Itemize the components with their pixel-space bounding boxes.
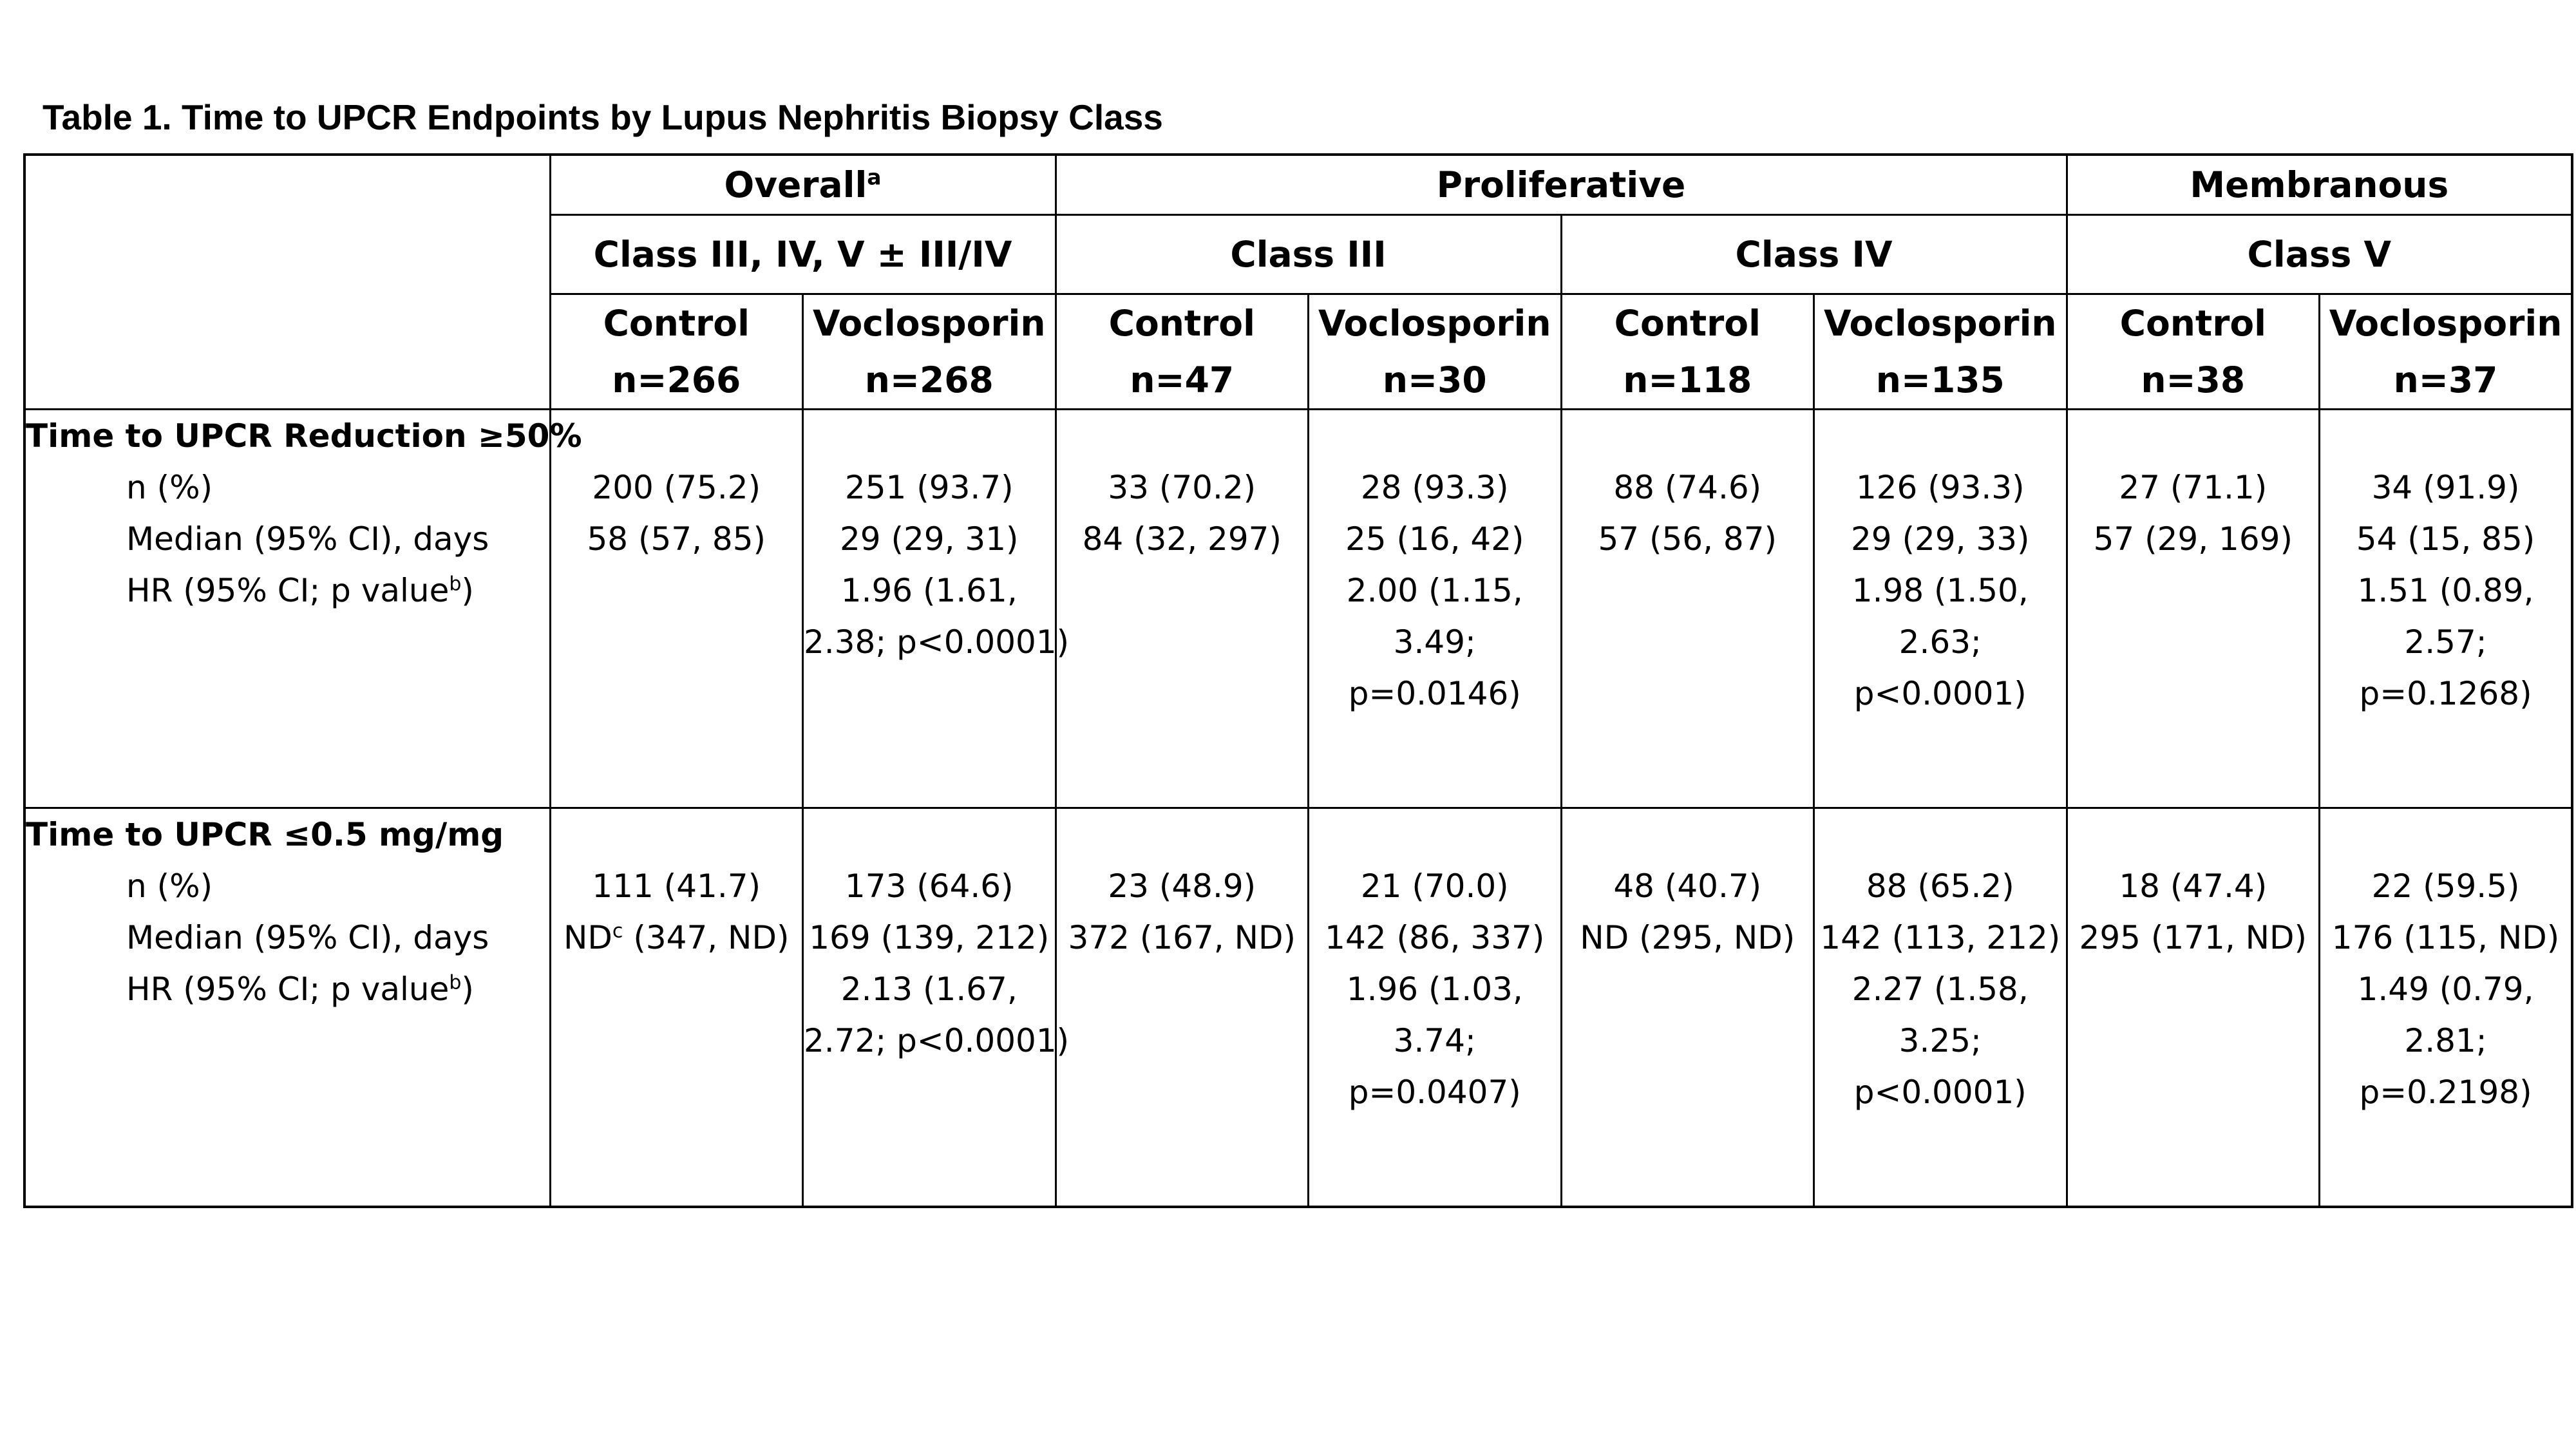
cell-hr-line: 2.13 (1.67,	[840, 971, 1018, 1008]
data-cell	[2067, 808, 2320, 1208]
cell-median	[1309, 912, 1560, 963]
cell-median-value: 57 (56, 87)	[1598, 520, 1777, 558]
arm-name: Voclosporin	[2329, 303, 2562, 344]
cell-median-value: 29 (29, 33)	[1850, 520, 2030, 558]
arm-count: n=38	[2141, 359, 2246, 401]
cell-median	[2068, 912, 2319, 963]
arm-header-cell	[1056, 294, 1309, 410]
cell-n-pct: 22 (59.5)	[2371, 867, 2520, 905]
data-cell	[803, 808, 1070, 1208]
cell-median	[1309, 513, 1560, 565]
cell-hr-line: 3.25;	[1899, 1022, 1982, 1059]
cell-hr-line: 2.72; p<0.0001)	[804, 1022, 1070, 1059]
table-body	[24, 410, 2572, 1208]
arm-count: n=268	[864, 359, 994, 401]
cell-n-pct: 18 (47.4)	[2119, 867, 2268, 905]
cell-n-pct: 200 (75.2)	[592, 469, 761, 506]
cell-n-pct: 88 (65.2)	[1866, 867, 2014, 905]
cell-median	[1815, 912, 2066, 963]
cell-median-value: 84 (32, 297)	[1082, 520, 1282, 558]
cell-hr-line: p<0.0001)	[1853, 675, 2027, 712]
cell-hr-line: 1.98 (1.50,	[1852, 572, 2029, 609]
cell-median-value: 25 (16, 42)	[1345, 520, 1524, 558]
cell-median	[2068, 513, 2319, 565]
cell-median	[551, 912, 802, 963]
cell-median-value: ND (295, ND)	[1580, 919, 1795, 956]
cell-n-pct: 21 (70.0)	[1360, 867, 1509, 905]
arm-header-cell	[550, 294, 803, 410]
cell-hr-line: p=0.0407)	[1348, 1074, 1521, 1111]
cell-median-value: 372 (167, ND)	[1068, 919, 1296, 956]
header-proliferative: Proliferative	[1056, 155, 2067, 215]
arm-count: n=47	[1130, 359, 1235, 401]
cell-median	[1057, 513, 1308, 565]
data-cell	[1309, 808, 1562, 1208]
cell-median-value: 142 (86, 337)	[1325, 919, 1545, 956]
cell-hr-line: 1.51 (0.89,	[2357, 572, 2534, 609]
row-label-hr-text: HR (95% CI; p value	[126, 572, 450, 609]
cell-median	[1562, 513, 1814, 565]
cell-median-value: 295 (171, ND)	[2079, 919, 2307, 956]
data-cell	[1309, 410, 1562, 808]
arm-name: Voclosporin	[1318, 303, 1551, 344]
cell-median-value: 54 (15, 85)	[2356, 520, 2535, 558]
arm-name: Voclosporin	[1823, 303, 2057, 344]
cell-hr-line: 3.49;	[1393, 623, 1476, 661]
cell-median	[1562, 912, 1814, 963]
row-label-median: Median (95% CI), days	[126, 520, 489, 558]
arm-count: n=266	[612, 359, 741, 401]
data-cell	[1814, 808, 2067, 1208]
cell-n-pct: 33 (70.2)	[1108, 469, 1256, 506]
cell-n-pct: 27 (71.1)	[2119, 469, 2268, 506]
header-class-iv: Class IV	[1561, 215, 2067, 294]
cell-hr-line: 2.57;	[2404, 623, 2487, 661]
cell-n-pct: 88 (74.6)	[1613, 469, 1762, 506]
cell-n-pct: 28 (93.3)	[1360, 469, 1509, 506]
row-label-median: Median (95% CI), days	[126, 919, 489, 956]
row-label-hr	[26, 963, 549, 1015]
cell-n-pct: 48 (40.7)	[1613, 867, 1762, 905]
cell-median-value: ND	[564, 919, 612, 956]
cell-median-footnote: c	[612, 920, 623, 943]
data-cell	[1056, 808, 1309, 1208]
cell-hr-line: 2.00 (1.15,	[1346, 572, 1523, 609]
cell-hr-line: p=0.2198)	[2359, 1074, 2532, 1111]
cell-median-value: 142 (113, 212)	[1820, 919, 2061, 956]
header-overall-footnote: a	[867, 164, 882, 190]
cell-hr-line: 1.96 (1.61,	[840, 572, 1018, 609]
arm-header-cell	[2320, 294, 2573, 410]
cell-hr-line: 3.74;	[1393, 1022, 1476, 1059]
arm-count: n=37	[2393, 359, 2498, 401]
data-cell	[2067, 410, 2320, 808]
arm-count: n=135	[1875, 359, 2005, 401]
cell-hr-line: p=0.1268)	[2359, 675, 2532, 712]
row-label-hr-footnote: b	[449, 971, 462, 994]
cell-hr-line: 2.38; p<0.0001)	[804, 623, 1070, 661]
row-label-hr	[26, 565, 549, 616]
cell-n-pct: 34 (91.9)	[2371, 469, 2520, 506]
data-cell	[2320, 808, 2573, 1208]
arm-header-cell	[1309, 294, 1562, 410]
cell-hr-line: p=0.0146)	[1348, 675, 1521, 712]
header-overall	[550, 155, 1056, 215]
row-label-n: n (%)	[126, 867, 213, 905]
cell-median	[1815, 513, 2066, 565]
cell-median-value: 29 (29, 31)	[839, 520, 1019, 558]
cell-n-pct: 23 (48.9)	[1108, 867, 1256, 905]
header-corner-cell	[24, 155, 550, 410]
cell-median	[2320, 912, 2571, 963]
arm-name: Voclosporin	[812, 303, 1046, 344]
cell-hr-line: 2.81;	[2404, 1022, 2487, 1059]
cell-n-pct: 173 (64.6)	[844, 867, 1014, 905]
data-cell	[2320, 410, 2573, 808]
arm-header-cell	[1814, 294, 2067, 410]
row-label-hr-close: )	[461, 971, 474, 1008]
header-class-v: Class V	[2067, 215, 2572, 294]
section-title: Time to UPCR Reduction ≥50%	[26, 417, 582, 455]
arm-count: n=30	[1382, 359, 1487, 401]
arm-name: Control	[603, 303, 750, 344]
cell-median-value: 58 (57, 85)	[587, 520, 766, 558]
cell-median	[804, 513, 1055, 565]
cell-n-pct: 126 (93.3)	[1855, 469, 2025, 506]
data-cell	[550, 410, 803, 808]
cell-median	[551, 513, 802, 565]
header-row-groups	[24, 155, 2572, 215]
row-label-hr-footnote: b	[449, 573, 462, 596]
cell-median-value: 57 (29, 169)	[2093, 520, 2293, 558]
section-row	[24, 410, 2572, 808]
section-row	[24, 808, 2572, 1208]
data-cell	[550, 808, 803, 1208]
cell-n-pct: 251 (93.7)	[844, 469, 1014, 506]
arm-name: Control	[2119, 303, 2266, 344]
arm-count: n=118	[1623, 359, 1752, 401]
cell-median	[2320, 513, 2571, 565]
cell-median	[804, 912, 1055, 963]
header-membranous: Membranous	[2067, 155, 2572, 215]
data-cell	[803, 410, 1070, 808]
section-label-cell	[24, 808, 550, 1208]
arm-header-cell	[803, 294, 1056, 410]
upcr-endpoints-table	[23, 153, 2573, 1208]
header-class-overall: Class III, IV, V ± III/IV	[550, 215, 1056, 294]
data-cell	[1561, 808, 1814, 1208]
row-label-hr-close: )	[461, 572, 474, 609]
cell-median-value: 169 (139, 212)	[809, 919, 1050, 956]
cell-hr-line: 2.27 (1.58,	[1852, 971, 2029, 1008]
arm-header-cell	[1561, 294, 1814, 410]
cell-hr-line: 1.49 (0.79,	[2357, 971, 2534, 1008]
data-cell	[1561, 410, 1814, 808]
data-cell	[1056, 410, 1309, 808]
header-overall-label: Overall	[724, 164, 867, 205]
arm-name: Control	[1614, 303, 1761, 344]
data-cell	[1814, 410, 2067, 808]
cell-hr-line: p<0.0001)	[1853, 1074, 2027, 1111]
header-class-iii: Class III	[1056, 215, 1561, 294]
section-label-cell	[24, 410, 582, 808]
table-title: Table 1. Time to UPCR Endpoints by Lupus Nephritis Biopsy Class	[43, 97, 1163, 137]
cell-median-value: 176 (115, ND)	[2331, 919, 2560, 956]
row-label-hr-text: HR (95% CI; p value	[126, 971, 450, 1008]
section-title: Time to UPCR ≤0.5 mg/mg	[26, 816, 504, 853]
cell-hr-line: 1.96 (1.03,	[1346, 971, 1523, 1008]
row-label-n: n (%)	[126, 469, 213, 506]
arm-header-cell	[2067, 294, 2320, 410]
cell-median	[1057, 912, 1308, 963]
cell-hr-line: 2.63;	[1899, 623, 1982, 661]
cell-n-pct: 111 (41.7)	[592, 867, 761, 905]
cell-median-ci: (347, ND)	[623, 919, 790, 956]
arm-name: Control	[1108, 303, 1255, 344]
